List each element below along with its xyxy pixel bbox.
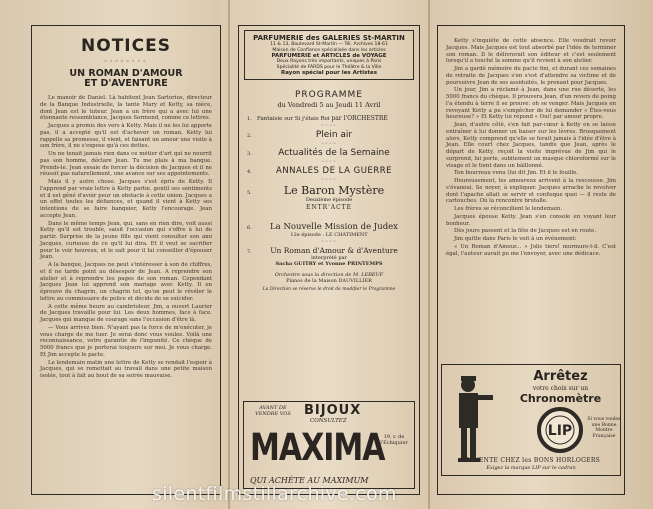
perfumery-line: Rayon spécial pour les Artistes [280,70,378,76]
notices-title: NOTICES [81,36,171,56]
paragraph: — Vous arrivez bien. N'ayant pas la force de m'exécuter, je vous charge de me tuer. Je serai donc vous voulez. Voilà une reconnaissance, votre garantie de l'impunité. Ce chèque de 5000 francs que je porterai toujours sur moi. Je vous charge. Et Jim accepte le pacte. [40,324,212,358]
maxima-brand: MAXIMA [250,426,385,470]
paragraph: Dès jours passent et la fête de Jacques est en route. [454,228,597,235]
separator: ◦◦◦◦ [321,159,337,165]
separator: ◦◦◦◦ [321,123,337,129]
paragraph: Heureusement, les amoureux arrivent à la rescousse. Jim s'évanoui. Se noyer, à expliquer. Jacques arrache le revolver dont l'apache allait se servir et confisque quoi — il reste de cartouches. Où la rencontre brutalle. [446,178,616,205]
paragraph: Ketty s'inquiète de cette absence. Elle voudrait revoir Jacques. Mais Jacques est tout absorbé par l'idée de terminer son roman. Il le délivrerait son éditeur et c'est seulement lorsqu'il a touché la somme qu'il revient à son atelier. [446,38,616,65]
direction-notice: La Direction se réserve le droit de modifier le Programme [262,287,396,292]
perfumery-address: 11 & 13, Boulevard St-Martin — Tél. Archives 18-61 [270,42,388,47]
fold-line [228,0,230,509]
svg-text:LIP: LIP [547,423,573,439]
programme-item: 5. Le Baron Mystère [247,184,385,197]
paragraph: Jacques a promis des vers à Ketty. Mais il ne les lui apporte pas, il a accepté qu'il est d'achever un roman. Ketty lui rappelle sa promesse, il vient, et faisant un amour une visite à son frère, il ne s'expose qu'à ces dettes. [40,123,212,150]
cast-names: Sacha GUITRY et Yvonne PRINTEMPS [275,261,383,267]
sergeant-figure [446,373,496,468]
lip-ad: Arrêtez votre choix sur un Chronomètre LIP Si vous voulez une Bonne Montre Française EN VENTE CHEZ les BONS HORLOGERS Exigez la marque LIP sur le cadran [441,364,621,476]
perfumery-ad [244,30,414,80]
programme-item: 7. Un Roman d'Amour & d'Aventure [247,246,398,255]
separator: ◦◦◦◦ [321,141,337,147]
perfumery-line: Deux Rayons très importants, uniques à Paris [276,59,382,64]
watermark: silentfilmstillarchive.com [152,483,397,505]
notices-panel [31,25,221,495]
paragraph: Le lendemain matin une lettre de Ketty se rendait l'espoir à Jacques, qui se remettait au travail dans une petite maison isolée, tout à fait au bout de sa soirée mauvaise. [40,359,212,379]
cast-label: interprété par [311,255,347,261]
paragraph: Jacques épouse Ketty. Jean s'en console en voyant leur bonheur. [446,213,616,227]
programme-item: 4. ANNALES DE LA GUERRE [247,166,392,176]
lip-logo [537,407,583,453]
paragraph: Jim a gardé mémoire du pacte fini, et durant ces semaines de retraite de Jacques s'en s'est d'attendre sa victime et de poursuivre Jean de ses assiduités, le prenant pour Jacques. [446,66,616,86]
perfumery-line: Maison de Confiance spécialisée dans les articles [272,47,386,53]
ornament-dots: ◦◦◦◦◦◦◦◦ [103,58,149,65]
paragraph: Jim quitte dans Paris le voit à un événement: [454,236,577,242]
episode-label: 12e épisode : LE CHATIMENT [290,232,368,238]
paragraph: Le manoir de Daniel. Là habitent Jean Sartorius, directeur de la Banque Industrielle, la tante Mary et Ketty, sa nièce, dont Jean est le tuteur. Jean a un frère qui a avec lui une étonnante ressemblance, Jacques Sormond, comme ce lettres. [40,95,212,122]
paragraph: Un ne tenait jamais rien dans ce métier d'art qui ne nourrit pas son homme, déclare Jean. Tu me plais à ma banque. Prends-le. Jean essaie de forcer la décision de Jacques et il ne réussit pas naturellement, une avance sur ses appointements. [40,151,212,178]
programme-title: PROGRAMME [294,90,363,100]
fold-line [428,0,430,509]
programme-item: 6. La Nouvelle Mission de Judex [247,222,398,232]
story-text-continued [446,38,616,257]
orchestra-note: Orchestre sous la direction de M. LEBEUF [274,272,384,278]
piano-note: Pianos de la Maison DAUVILLIER [286,278,372,284]
arretez-headline: Arrêtez [533,369,588,384]
separator: ◦◦◦◦ [321,177,337,183]
paragraph: Ton bourreau venu (lui dit Jim. Et il le fouille. [454,170,579,177]
perfumery-line: Spécialité de FARDS pour le Théâtre & la Ville [276,64,382,70]
programme-panel [238,25,420,495]
perfumery-line: PARFUMERIE et ARTICLES de VOYAGE [271,53,387,59]
paragraph: Jean, d'autre côté, s'en fait par-cœur à Ketty en se laisse entraîner à lui donner un baiser sur les lèvres. Brusquement alors, Ketty comprend qu'elle se ferait jamais à l'idée d'être à Jean. Elle court chez Jacques, tandis que Jean, après le départ de Ketty, reçoit la visite imprévue de Jim qui le surprend, lui porte, subitement un masque chloroformé sur le visage et le tient dans un bâillonné. [446,122,616,169]
programme-item: 3. Actualités de la Semaine [247,148,390,158]
paragraph: Mais il y autre chose. Jacques s'est épris de Ketty. Il l'apprend par vraie lettre à Ketty partie, gentil ses sentiments et il est gêné d'avoir peur un obstacle à cette union. Jacques a un effet toutes les défiances, et quand il vient à Ketty ses intentions de se faire banquier, Ketty l'encourage. Jean accepte Jean. [40,179,212,219]
paragraph: « Un Roman d'Amour... » Jolis tiers! murmure-t-il. C'est égal, l'auteur aurait pu me l'envoyer, avec une dédicace. [446,243,616,257]
paragraph: A la banque, Jacques ne peut s'intéresser à son de chiffres, et il ne tarde point au désespoir de Jean. A reprendre son atelier et à reprendre les pages de son roman. Cependant Jacques Jean lui apprend son mariage avec Ketty. Il en éprouve du chagrin, un chagrin tel, qu'on peut le révéler le lettre au commissaire de police et décide de se suicider. [40,262,212,302]
paragraph: A cette même heure au cambrioleur. Jim, a ouvert Laurier de Jacques travaille pour lui. Les deux hommes, face à face. Jacques qui manque de courage sans l'occasion d'être là. [40,303,212,323]
story-title: UN ROMAN D'AMOUR ET D'AVENTURE [69,68,183,89]
paragraph: Les frères se réconcilient le lendemain. [454,206,563,212]
separator: ◦◦◦◦ [321,239,337,245]
programme-item: 1. Fantaisie sur Si j'étais Roi par l'ORCHESTRE [247,115,388,122]
entracte: ENTR'ACTE [305,204,353,211]
programme-item: 2. Plein air [247,130,353,140]
story-text [40,95,212,380]
paragraph: Un jour, Jim a réclamé à Jean, dans une rue déserte, les 5000 francs du chèque. Il prouvera Jean, d'un revers de poing l'a étendu à terre il se prouve: oh se venger. Mais Jacques en revoyant Ketty a pu s'empêcher de lui demander « Êtes-vous heureuse? » Et Ketty lui répond « Oui! par amour propre. [446,87,616,121]
perfumery-title: PARFUMERIE des GALERIES St-MARTIN [253,34,405,42]
programme-date: du Vendredi 5 au Jeudi 11 Avril [277,101,381,109]
story-continuation-panel [437,25,625,495]
maxima-ad: AVANT DE VENDRE VOS BIJOUX CONSULTEZ MAXIMA 19, r. de l'Échiquier QUI ACHÈTE AU MAXIMUM [243,401,415,489]
paragraph: Dans le même temps Jean, qui, sans en rien dire, voit aussi Ketty qu'il est troublé, saisit l'occasion qui s'offre à lui de partir. Surprise de la jeune fille qui vient consulter son ami Jacques, curieuse de ce qu'il lui dira. Et il veut se sacrifier pour le voir heureux, et le sait pour il lui conseiller d'épouser Jean. [40,220,212,261]
episode-label: Deuxième épisode [305,197,353,203]
